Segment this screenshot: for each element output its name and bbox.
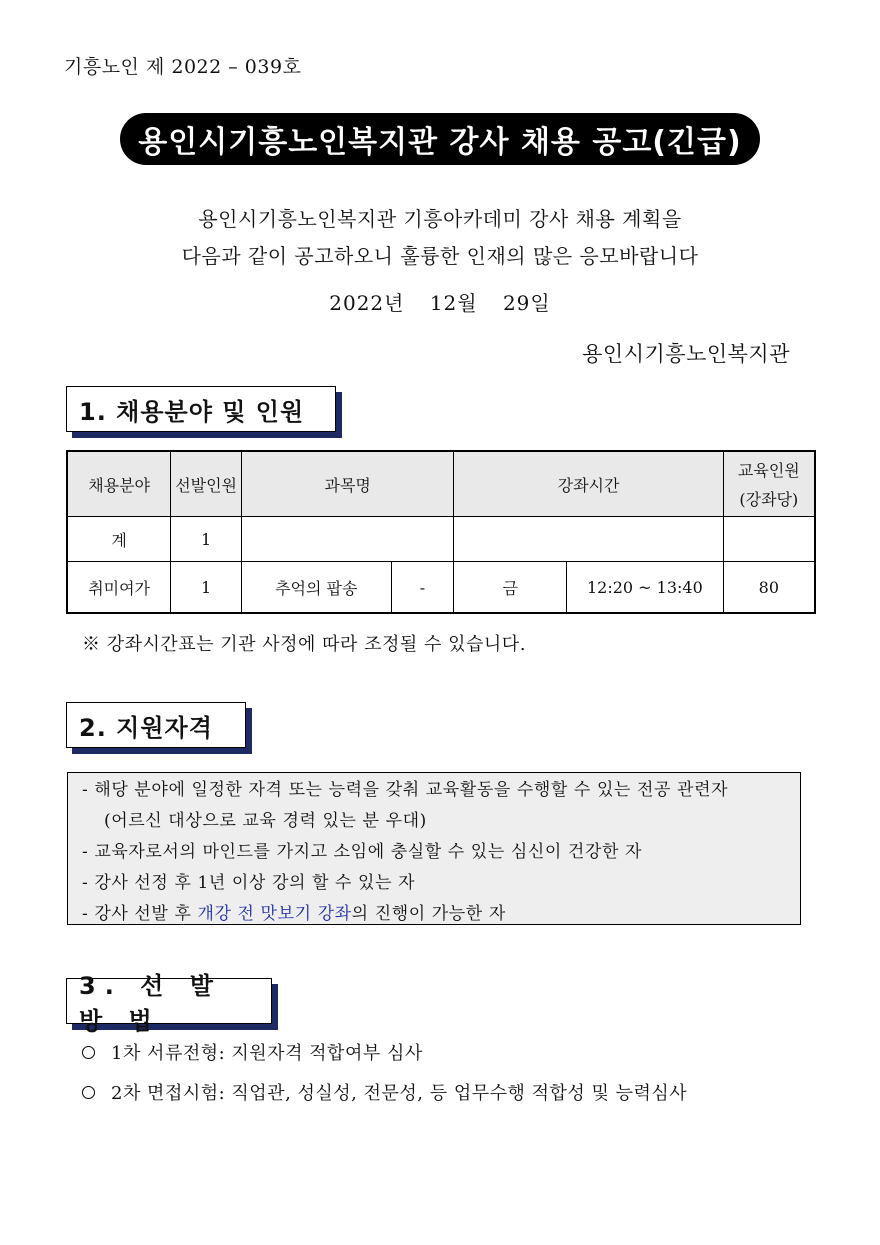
- intro-line-1: 용인시기흥노인복지관 기흥아카데미 강사 채용 계획을: [198, 207, 682, 231]
- total-time: [454, 517, 723, 562]
- method-item-1-text: 1차 서류전형: 지원자격 적합여부 심사: [111, 1043, 423, 1064]
- page-title: 용인시기흥노인복지관 강사 채용 공고(긴급): [120, 113, 760, 165]
- schedule-note: ※ 강좌시간표는 기관 사정에 따라 조정될 수 있습니다.: [82, 634, 526, 655]
- qualification-line-5-highlight: 개강 전 맛보기 강좌: [197, 904, 352, 924]
- circle-bullet-icon: [82, 1046, 95, 1059]
- section-2-heading: 2. 지원자격: [66, 702, 246, 748]
- qualification-line-2: (어르신 대상으로 교육 경력 있는 분 우대): [104, 811, 427, 831]
- header-subject: 과목명: [242, 451, 454, 517]
- organization-name: 용인시기흥노인복지관: [582, 342, 790, 366]
- circle-bullet-icon: [82, 1086, 95, 1099]
- method-item-2-text: 2차 면접시험: 직업관, 성실성, 전문성, 등 업무수행 적합성 및 능력심사: [111, 1083, 688, 1104]
- header-capacity-line2: (강좌당): [739, 490, 799, 509]
- table-row: [67, 562, 815, 614]
- table-row-total: [67, 517, 815, 562]
- header-capacity: [723, 451, 815, 517]
- method-item-2: [82, 1079, 687, 1105]
- recruitment-table: [66, 450, 816, 614]
- section-1-heading: 1. 채용분야 및 인원: [66, 386, 336, 432]
- qualification-line-4: - 강사 선정 후 1년 이상 강의 할 수 있는 자: [82, 873, 416, 893]
- table-header-row: [67, 451, 815, 517]
- total-count: 1: [171, 517, 242, 562]
- row-day: 금: [454, 562, 567, 614]
- header-field: 채용분야: [67, 451, 171, 517]
- section-3-heading: 3. 선 발 방 법: [66, 978, 272, 1024]
- qualification-line-3: - 교육자로서의 마인드를 가지고 소임에 충실할 수 있는 심신이 건강한 자: [82, 842, 643, 862]
- row-count: 1: [171, 562, 242, 614]
- total-subject: [242, 517, 454, 562]
- qualification-line-5-pre: - 강사 선발 후: [82, 904, 198, 924]
- total-label: 계: [67, 517, 171, 562]
- row-time: 12:20 ~ 13:40: [567, 562, 724, 614]
- qualification-line-1: - 해당 분야에 일정한 자격 또는 능력을 갖춰 교육활동을 수행할 수 있는 전공 관련자: [82, 780, 729, 800]
- document-number: 기흥노인 제 2022 – 039호: [64, 56, 302, 78]
- header-count: 선발인원: [171, 451, 242, 517]
- row-capacity: 80: [723, 562, 815, 614]
- qualification-line-5-post: 의 진행이 가능한 자: [351, 904, 506, 924]
- header-capacity-line1: 교육인원: [737, 461, 800, 480]
- header-time: 강좌시간: [454, 451, 723, 517]
- qualification-line-5: [82, 899, 800, 930]
- row-subject: 추억의 팝송: [242, 562, 392, 614]
- announcement-date: 2022년 12월 29일: [329, 291, 551, 315]
- qualification-box: [67, 772, 801, 925]
- total-capacity: [723, 517, 815, 562]
- row-subject-extra: -: [391, 562, 454, 614]
- row-field: 취미여가: [67, 562, 171, 614]
- method-item-1: [82, 1039, 423, 1065]
- intro-line-2: 다음과 같이 공고하오니 훌륭한 인재의 많은 응모바랍니다: [181, 244, 699, 268]
